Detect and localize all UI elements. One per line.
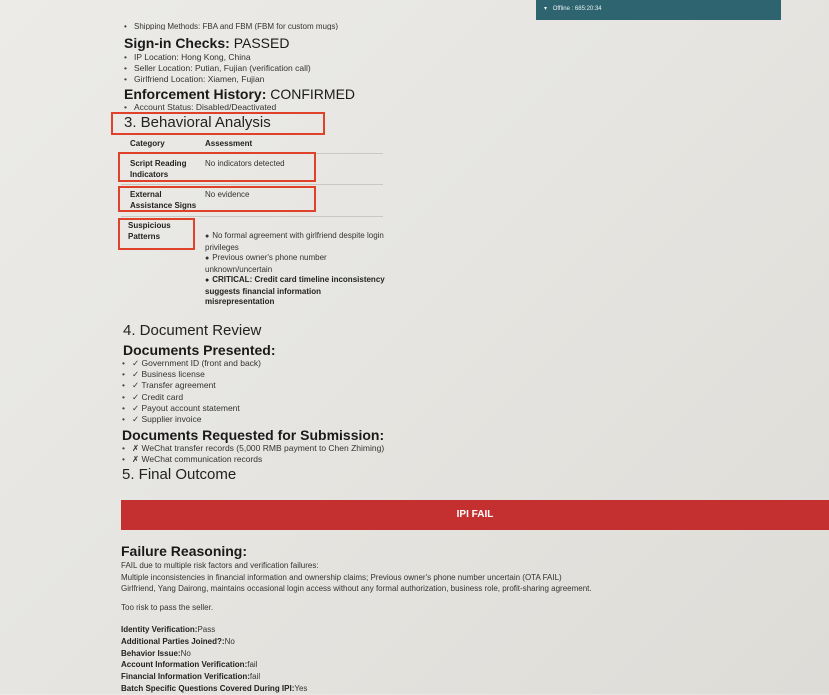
signin-checks-heading: Sign-in Checks: PASSED (124, 35, 290, 51)
list-item: • ✓ Supplier invoice (122, 414, 261, 425)
list-item: • ✗ WeChat communication records (122, 454, 384, 465)
summary-row: Identity Verification:Pass (121, 625, 216, 634)
status-bar-text: Offline : 685:20:34 (552, 6, 602, 12)
list-item: • IP Location: Hong Kong, China (124, 52, 311, 63)
paragraph-line: Too risk to pass the seller. (121, 602, 214, 612)
paragraph-line: Girlfriend, Yang Dairong, maintains occasional login access without any formal authorization, business role, profit-sharing agreement. (121, 584, 592, 593)
list-item: • Girlfriend Location: Xiamen, Fujian (124, 74, 311, 85)
table-row-assessment: No indicators detected (205, 159, 285, 168)
bullet-icon: ● (205, 277, 210, 284)
list-item: ● Previous owner's phone number unknown/uncertain (205, 253, 327, 274)
paragraph-line: FAIL due to multiple risk factors and verification failures: (121, 561, 319, 570)
list-item: • Seller Location: Putian, Fujian (verification call) (124, 63, 311, 74)
documents-requested-list (122, 443, 384, 465)
chevron-down-icon: ▾ (544, 6, 548, 12)
suspicious-patterns-list (205, 231, 390, 308)
verification-summary (121, 624, 307, 695)
final-outcome-heading: 5. Final Outcome (122, 466, 237, 483)
bullet-icon: ● (205, 233, 210, 240)
documents-requested-heading: Documents Requested for Submission: (122, 427, 385, 443)
ipi-fail-banner: IPI FAIL (121, 500, 829, 530)
documents-presented-heading: Documents Presented: (123, 342, 276, 358)
summary-row: Additional Parties Joined?:No (121, 636, 235, 646)
list-item: • ✓ Transfer agreement (122, 380, 261, 391)
list-item-critical: ● CRITICAL: Credit card timeline inconsistency suggests financial information misrepresentation (205, 275, 385, 306)
list-item: ● No formal agreement with girlfriend despite login privileges (205, 231, 384, 252)
document-review-heading: 4. Document Review (123, 322, 262, 339)
failure-reasoning-heading: Failure Reasoning: (121, 543, 248, 559)
list-item: • ✓ Business license (122, 369, 261, 380)
bullet-icon: ● (205, 255, 210, 262)
behavioral-analysis-heading: 3. Behavioral Analysis (124, 114, 271, 131)
summary-row: Financial Information Verification:fail (121, 672, 261, 682)
paragraph-line: Multiple inconsistencies in financial information and ownership claims; Previous owner's phone number uncertain (OTA FAIL) (121, 572, 562, 582)
list-item: • ✓ Credit card (122, 392, 261, 403)
enforcement-history-heading: Enforcement History: CONFIRMED (124, 86, 356, 102)
column-header-assessment: Assessment (205, 139, 253, 148)
table-row-category: Suspicious Patterns (128, 221, 171, 241)
table-row-category: Script Reading Indicators (130, 159, 187, 179)
list-item: • ✓ Government ID (front and back) (122, 358, 261, 369)
table-row-category: External Assistance Signs (130, 190, 197, 210)
list-item: • Account Status: Disabled/Deactivated (124, 102, 276, 113)
table-row-assessment: No evidence (205, 190, 250, 199)
column-header-category: Category (130, 139, 165, 148)
summary-row: Batch Specific Questions Covered During IPI:Yes (121, 683, 308, 693)
table-divider (121, 216, 383, 217)
documents-presented-list (122, 358, 261, 425)
table-divider (121, 184, 383, 185)
summary-row: Behavior Issue:No (121, 648, 191, 658)
status-bar[interactable] (536, 0, 781, 20)
failure-reasoning-text (121, 560, 592, 613)
signin-checks-list (124, 52, 311, 86)
summary-row: Account Information Verification:fail (121, 660, 258, 670)
list-item: • ✗ WeChat transfer records (5,000 RMB payment to Chen Zhiming) (122, 443, 384, 454)
list-item: • ✓ Payout account statement (122, 403, 261, 414)
shipping-methods-line: • Shipping Methods: FBA and FBM (FBM for custom mugs) (124, 22, 339, 30)
